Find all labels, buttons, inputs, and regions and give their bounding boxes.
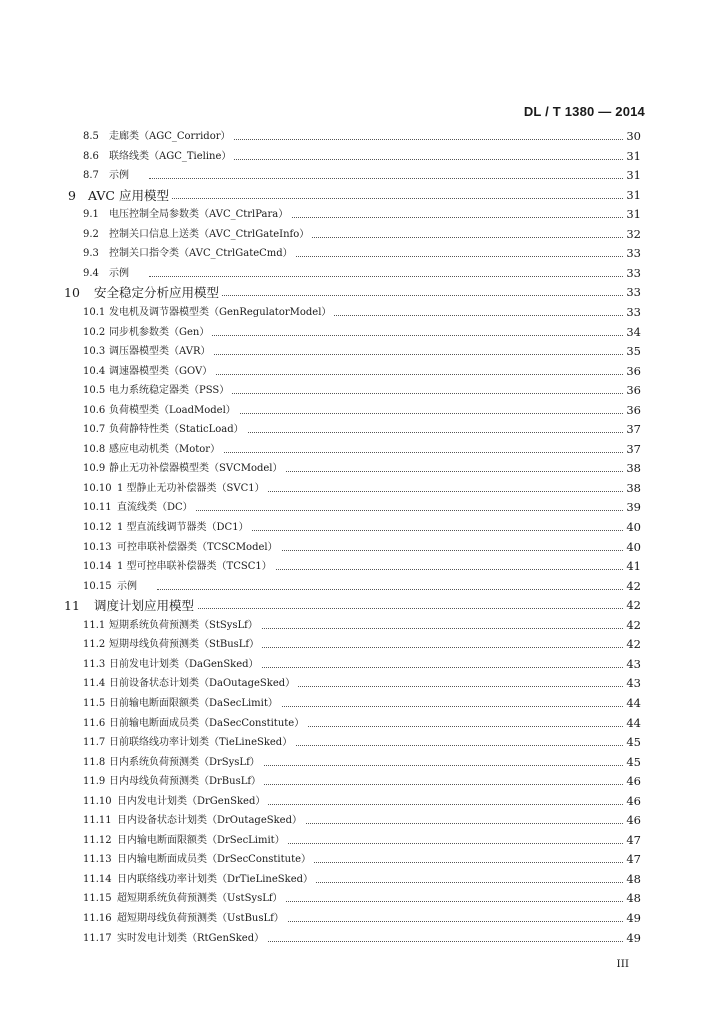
toc-entry-page: 47 <box>623 831 641 850</box>
toc-entry-number: 11.9 <box>83 776 106 788</box>
toc-entry-number: 11.7 <box>83 737 106 749</box>
toc-section-entry[interactable] <box>0 342 707 361</box>
toc-entry-number: 10.15 <box>83 580 112 592</box>
toc-section-entry[interactable] <box>0 498 707 517</box>
toc-section-entry[interactable] <box>0 557 707 576</box>
toc-entry-number: 8.7 <box>83 170 99 182</box>
toc-entry-page: 46 <box>623 772 641 791</box>
toc-entry-title: 日前联络线功率计划类（TieLineSked） <box>109 733 295 752</box>
toc-entry-title: 安全稳定分析应用模型 <box>94 283 222 302</box>
toc-entry-title: 日前输电断面成员类（DaSecConstitute） <box>109 714 307 733</box>
toc-entry-page: 44 <box>623 714 641 733</box>
toc-entry-number: 9.3 <box>83 248 99 260</box>
toc-entry-number: 10.8 <box>83 443 106 455</box>
toc-entry-number: 8.5 <box>83 131 99 142</box>
toc-entry-title: 调压器模型类（AVR） <box>109 342 213 361</box>
toc-entry-page: 47 <box>623 850 641 869</box>
toc-entry-title: 日内输电断面限额类（DrSecLimit） <box>117 831 288 850</box>
toc-chapter-entry[interactable] <box>0 186 707 205</box>
toc-entry-number: 11.2 <box>83 639 106 651</box>
toc-entry-number: 11.11 <box>83 815 112 827</box>
toc-section-entry[interactable] <box>0 850 707 869</box>
toc-section-entry[interactable] <box>0 714 707 733</box>
toc-entry-page: 34 <box>623 323 641 342</box>
toc-entry-number: 10.3 <box>83 346 106 358</box>
toc-entry-number: 11.4 <box>83 678 106 690</box>
toc-entry-title: 电压控制全局参数类（AVC_CtrlPara） <box>109 205 291 224</box>
toc-section-entry[interactable] <box>0 674 707 693</box>
toc-entry-title: 调速器模型类（GOV） <box>109 362 215 381</box>
toc-entry-page: 36 <box>623 362 641 381</box>
toc-section-entry[interactable] <box>0 303 707 322</box>
toc-entry-title: 实时发电计划类（RtGenSked） <box>117 929 267 948</box>
toc-entry-number: 10.11 <box>83 502 112 514</box>
toc-entry-page: 45 <box>623 753 641 772</box>
toc-section-entry[interactable] <box>0 792 707 811</box>
toc-entry-title: 示例 <box>109 166 132 185</box>
toc-section-entry[interactable] <box>0 264 707 283</box>
toc-section-entry[interactable] <box>0 127 707 146</box>
toc-entry-page: 48 <box>623 889 641 908</box>
toc-entry-title: 示例 <box>117 577 140 596</box>
toc-section-entry[interactable] <box>0 518 707 537</box>
toc-entry-page: 44 <box>623 694 641 713</box>
toc-entry-title: 日前设备状态计划类（DaOutageSked） <box>109 674 298 693</box>
toc-entry-page: 46 <box>623 811 641 830</box>
toc-entry-page: 33 <box>623 283 641 302</box>
toc-entry-page: 31 <box>623 205 641 224</box>
toc-entry-page: 48 <box>623 870 641 889</box>
toc-entry-number: 8.6 <box>83 150 99 162</box>
toc-entry-title: 1 型静止无功补偿器类（SVC1） <box>117 479 268 498</box>
toc-entry-number: 11.16 <box>83 913 112 924</box>
toc-entry-page: 40 <box>623 518 641 537</box>
toc-entry-title: 感应电动机类（Motor） <box>109 440 223 459</box>
toc-entry-number: 10.13 <box>83 541 112 553</box>
toc-section-entry[interactable] <box>0 381 707 400</box>
toc-entry-number: 10 <box>64 285 80 301</box>
toc-section-entry[interactable] <box>0 401 707 420</box>
toc-section-entry[interactable] <box>0 577 707 596</box>
toc-section-entry[interactable] <box>0 616 707 635</box>
toc-entry-number: 11.13 <box>83 854 112 866</box>
toc-entry-page: 33 <box>623 303 641 322</box>
toc-entry-number: 10.2 <box>83 326 106 338</box>
toc-entry-number: 10.12 <box>83 522 112 533</box>
toc-entry-page: 33 <box>623 264 641 283</box>
toc-section-entry[interactable] <box>0 225 707 244</box>
toc-section-entry[interactable] <box>0 440 707 459</box>
toc-section-entry[interactable] <box>0 244 707 263</box>
toc-section-entry[interactable] <box>0 831 707 850</box>
toc-section-entry[interactable] <box>0 538 707 557</box>
toc-entry-page: 41 <box>623 557 641 576</box>
toc-entry-title: 日前发电计划类（DaGenSked） <box>109 655 262 674</box>
toc-section-entry[interactable] <box>0 772 707 791</box>
toc-entry-number: 10.6 <box>83 404 106 416</box>
toc-dot-leader <box>149 335 623 336</box>
toc-section-entry[interactable] <box>0 166 707 185</box>
toc-section-entry[interactable] <box>0 870 707 889</box>
toc-section-entry[interactable] <box>0 909 707 928</box>
toc-entry-number: 11.12 <box>83 834 112 846</box>
toc-dot-leader <box>157 510 623 511</box>
toc-entry-page: 35 <box>623 342 641 361</box>
toc-entry-title: 日内设备状态计划类（DrOutageSked） <box>117 811 305 830</box>
toc-entry-page: 36 <box>623 381 641 400</box>
toc-entry-title: 控制关口信息上送类（AVC_CtrlGateInfo） <box>109 225 312 244</box>
toc-entry-title: 负荷静特性类（StaticLoad） <box>109 420 247 439</box>
toc-section-entry[interactable] <box>0 811 707 830</box>
toc-entry-title: 可控串联补偿器类（TCSCModel） <box>117 538 281 557</box>
toc-dot-leader <box>149 374 623 375</box>
toc-entry-title: 日前输电断面限额类（DaSecLimit） <box>109 694 281 713</box>
toc-entry-title: 示例 <box>109 264 132 283</box>
toc-entry-title: 日内系统负荷预测类（DrSysLf） <box>109 753 263 772</box>
toc-entry-page: 38 <box>623 459 641 478</box>
toc-entry-title: 日内发电计划类（DrGenSked） <box>117 792 268 811</box>
toc-entry-title: 联络线类（AGC_Tieline） <box>109 147 234 166</box>
toc-section-entry[interactable] <box>0 147 707 166</box>
toc-entry-page: 40 <box>623 538 641 557</box>
toc-dot-leader <box>149 276 623 277</box>
toc-entry-title: 控制关口指令类（AVC_CtrlGateCmd） <box>109 244 296 263</box>
toc-section-entry[interactable] <box>0 323 707 342</box>
toc-dot-leader <box>149 178 623 179</box>
toc-entry-page: 42 <box>623 596 641 615</box>
toc-entry-title: 超短期系统负荷预测类（UstSysLf） <box>117 889 286 908</box>
toc-entry-page: 45 <box>623 733 641 752</box>
toc-section-entry[interactable] <box>0 753 707 772</box>
toc-section-entry[interactable] <box>0 929 707 948</box>
toc-entry-number: 9.4 <box>83 267 99 279</box>
toc-entry-page: 33 <box>623 244 641 263</box>
toc-entry-number: 11.15 <box>83 893 112 905</box>
toc-entry-title: 同步机参数类（Gen） <box>109 323 212 342</box>
toc-entry-title: 负荷模型类（LoadModel） <box>109 401 239 420</box>
toc-entry-number: 11.17 <box>83 932 112 944</box>
toc-entry-number: 11.6 <box>83 717 106 729</box>
toc-dot-leader <box>128 198 623 199</box>
toc-section-entry[interactable] <box>0 420 707 439</box>
toc-entry-title: 短期系统负荷预测类（StSysLf） <box>109 616 261 635</box>
toc-entry-title: 日内联络线功率计划类（DrTieLineSked） <box>117 870 316 889</box>
toc-entry-page: 49 <box>623 909 641 928</box>
toc-entry-page: 46 <box>623 792 641 811</box>
toc-entry-number: 11.3 <box>83 658 106 670</box>
toc-entry-number: 9.1 <box>83 209 99 221</box>
toc-entry-page: 37 <box>623 440 641 459</box>
toc-entry-number: 10.4 <box>83 365 106 377</box>
toc-section-entry[interactable] <box>0 459 707 478</box>
toc-entry-page: 32 <box>623 225 641 244</box>
toc-dot-leader <box>149 354 623 355</box>
toc-entry-title: 超短期母线负荷预测类（UstBusLf） <box>117 909 287 928</box>
toc-entry-page: 38 <box>623 479 641 498</box>
toc-section-entry[interactable] <box>0 479 707 498</box>
toc-entry-number: 10.14 <box>83 561 112 573</box>
standard-code-header: DL / T 1380 — 2014 <box>523 104 645 119</box>
toc-entry-number: 10.5 <box>83 385 106 397</box>
toc-entry-page: 39 <box>623 498 641 517</box>
toc-entry-number: 9 <box>68 187 76 203</box>
toc-section-entry[interactable] <box>0 889 707 908</box>
toc-entry-title: 调度计划应用模型 <box>94 596 197 615</box>
toc-entry-number: 10.9 <box>83 463 106 475</box>
toc-dot-leader <box>134 608 623 609</box>
toc-section-entry[interactable] <box>0 362 707 381</box>
toc-entry-page: 43 <box>623 674 641 693</box>
toc-entry-title: 电力系统稳定器类（PSS） <box>109 381 232 400</box>
toc-entry-page: 49 <box>623 929 641 948</box>
toc-entry-number: 11.8 <box>83 756 106 768</box>
toc-entry-page: 31 <box>623 186 641 205</box>
toc-chapter-entry[interactable] <box>0 283 707 302</box>
toc-entry-page: 36 <box>623 401 641 420</box>
toc-entry-page: 31 <box>623 166 641 185</box>
toc-entry-page: 31 <box>623 147 641 166</box>
toc-entry-number: 11 <box>64 598 80 614</box>
toc-entry-title: 日内输电断面成员类（DrSecConstitute） <box>117 850 314 869</box>
toc-entry-page: 42 <box>623 577 641 596</box>
toc-entry-title: 静止无功补偿器模型类（SVCModel） <box>109 459 286 478</box>
toc-entry-title: 发电机及调节器模型类（GenRegulatorModel） <box>109 303 334 322</box>
toc-chapter-entry[interactable] <box>0 596 707 615</box>
toc-entry-title: 日内母线负荷预测类（DrBusLf） <box>109 772 264 791</box>
toc-entry-page: 42 <box>623 635 641 654</box>
toc-section-entry[interactable] <box>0 733 707 752</box>
toc-entry-title: 短期母线负荷预测类（StBusLf） <box>109 635 262 654</box>
toc-entry-title: 走廊类（AGC_Corridor） <box>109 127 234 146</box>
toc-entry-number: 11.1 <box>83 619 106 631</box>
toc-entry-number: 10.1 <box>83 306 106 318</box>
toc-entry-number: 11.5 <box>83 697 106 709</box>
toc-entry-page: 30 <box>623 127 641 146</box>
page-number-footer: III <box>616 958 629 970</box>
toc-dot-leader <box>157 589 623 590</box>
toc-entry-title: 直流线类（DC） <box>117 498 196 517</box>
toc-entry-number: 11.10 <box>83 795 112 807</box>
toc-section-entry[interactable] <box>0 655 707 674</box>
toc-entry-page: 43 <box>623 655 641 674</box>
toc-section-entry[interactable] <box>0 694 707 713</box>
toc-entry-page: 42 <box>623 616 641 635</box>
toc-entry-title: 1 型直流线调节器类（DC1） <box>117 518 252 537</box>
toc-section-entry[interactable] <box>0 205 707 224</box>
toc-entry-title: 1 型可控串联补偿器类（TCSC1） <box>117 557 275 576</box>
toc-entry-number: 11.14 <box>83 873 112 885</box>
toc-entry-title: AVC 应用模型 <box>88 186 172 205</box>
toc-entry-number: 10.10 <box>83 482 112 494</box>
toc-section-entry[interactable] <box>0 635 707 654</box>
toc-entry-page: 37 <box>623 420 641 439</box>
toc-entry-number: 9.2 <box>83 228 99 240</box>
toc-entry-number: 10.7 <box>83 424 106 436</box>
